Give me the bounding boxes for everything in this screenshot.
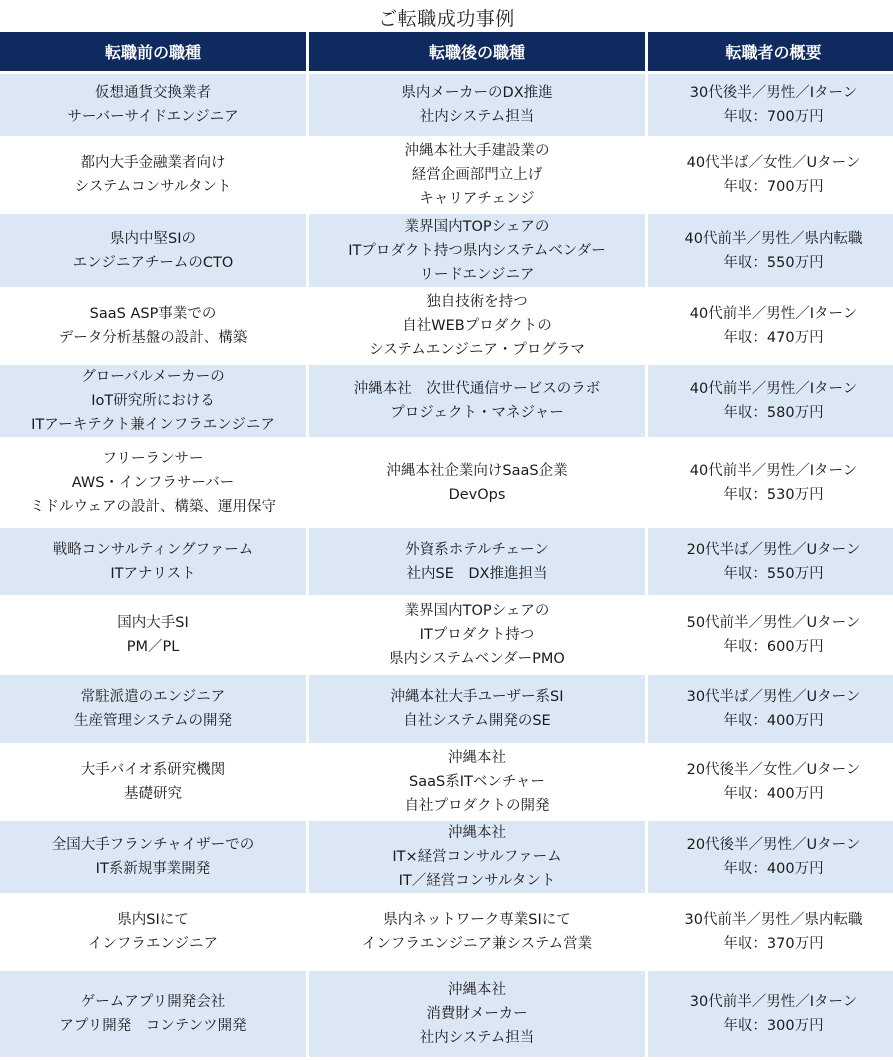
before-job-cell xyxy=(0,675,306,743)
cell-line: 大手バイオ系研究機関 xyxy=(80,762,226,778)
before-job-cell xyxy=(0,290,306,362)
table-row xyxy=(0,971,893,1057)
header-after-job: 転職後の職種 xyxy=(309,32,645,71)
cell-line: 基礎研究 xyxy=(124,786,182,802)
cell-line: 業界国内TOPシェアの xyxy=(404,603,550,619)
cell-line: 年収：530万円 xyxy=(723,486,824,503)
cell-line: 20代後半／男性／Uターン xyxy=(686,837,861,853)
cell-line: IT×経営コンサルファーム xyxy=(392,849,562,865)
cell-line: 自社WEBプロダクトの xyxy=(402,318,552,334)
cell-line: エンジニアチームのCTO xyxy=(72,254,234,271)
profile-cell xyxy=(648,365,893,437)
table-row xyxy=(0,896,893,968)
profile-cell xyxy=(648,528,893,595)
cell-line: 年収：550万円 xyxy=(723,254,824,271)
profile-cell xyxy=(648,971,893,1057)
table-row xyxy=(0,675,893,743)
cell-line: 沖縄本社 xyxy=(448,750,506,766)
cell-line: 全国大手フランチャイザーでの xyxy=(51,837,255,853)
cell-line: 30代前半／男性／県内転職 xyxy=(684,912,863,928)
before-job-cell xyxy=(0,528,306,595)
cell-line: プロジェクト・マネジャー xyxy=(390,405,564,421)
cell-line: システムコンサルタント xyxy=(74,179,232,195)
cell-line: ITアナリスト xyxy=(110,565,196,582)
profile-cell xyxy=(648,214,893,287)
before-job-cell xyxy=(0,971,306,1057)
cell-line: 沖縄本社大手ユーザー系SI xyxy=(390,689,564,705)
header-profile: 転職者の概要 xyxy=(648,32,893,71)
cell-line: インフラエンジニア兼システム営業 xyxy=(361,936,593,952)
profile-cell xyxy=(648,746,893,818)
after-job-cell xyxy=(309,290,645,362)
cell-line: 30代後半／男性／Iターン xyxy=(689,85,858,101)
after-job-cell xyxy=(309,74,645,136)
cell-line: 沖縄本社 xyxy=(448,825,506,841)
after-job-cell xyxy=(309,139,645,211)
cell-line: 沖縄本社 xyxy=(448,982,506,998)
cell-line: SaaS系ITベンチャー xyxy=(409,774,545,790)
cell-line: 年収：700万円 xyxy=(723,179,824,195)
cell-line: 年収：400万円 xyxy=(723,861,824,877)
cell-line: 県内SIにて xyxy=(117,912,189,928)
cell-line: IoT研究所における xyxy=(91,393,215,409)
cell-line: 社内システム担当 xyxy=(419,109,535,125)
cell-line: サーバーサイドエンジニア xyxy=(67,109,239,125)
cell-line: 年収：400万円 xyxy=(723,713,824,729)
before-job-cell xyxy=(0,139,306,211)
cell-line: 経営企画部門立上げ xyxy=(411,167,543,183)
cell-line: インフラエンジニア xyxy=(87,936,219,952)
cell-line: 仮想通貨交換業者 xyxy=(95,85,211,101)
cell-line: 年収：600万円 xyxy=(723,639,824,655)
cell-line: 20代半ば／男性／Uターン xyxy=(686,541,861,558)
cell-line: アプリ開発 コンテンツ開発 xyxy=(59,1018,247,1034)
cell-line: 独自技術を持つ xyxy=(426,294,528,310)
cell-line: 自社プロダクトの開発 xyxy=(404,798,550,814)
cell-line: 常駐派遣のエンジニア xyxy=(80,689,226,705)
cell-line: 年収：700万円 xyxy=(723,109,824,125)
after-job-cell xyxy=(309,528,645,595)
after-job-cell xyxy=(309,598,645,672)
cell-line: 生産管理システムの開発 xyxy=(73,713,233,729)
cell-line: 40代半ば／女性／Uターン xyxy=(686,155,861,171)
after-job-cell xyxy=(309,365,645,437)
cell-line: 40代前半／男性／県内転職 xyxy=(684,230,863,247)
cell-line: 県内ネットワーク専業SIにて xyxy=(383,912,571,928)
table-row xyxy=(0,290,893,362)
table-row xyxy=(0,214,893,287)
cell-line: フリーランサー xyxy=(102,450,204,467)
cell-line: 沖縄本社大手建設業の xyxy=(404,143,550,159)
cell-line: 自社システム開発のSE xyxy=(403,713,551,729)
cell-line: グローバルメーカーの xyxy=(81,369,225,385)
success-cases-table xyxy=(0,29,893,1060)
cell-line: IT／経営コンサルタント xyxy=(398,873,556,889)
cell-line: 県内中堅SIの xyxy=(110,230,196,247)
cell-line: AWS・インフラサーバー xyxy=(71,474,235,491)
table-row xyxy=(0,74,893,136)
profile-cell xyxy=(648,290,893,362)
cell-line: 業界国内TOPシェアの xyxy=(404,218,550,235)
profile-cell xyxy=(648,675,893,743)
cell-line: 30代前半／男性／Iターン xyxy=(689,994,858,1010)
cell-line: 戦略コンサルティングファーム xyxy=(52,541,254,558)
cell-line: 沖縄本社企業向けSaaS企業 xyxy=(386,462,568,479)
cell-line: 沖縄本社 次世代通信サービスのラボ xyxy=(353,381,601,397)
cell-line: キャリアチェンジ xyxy=(419,191,535,207)
after-job-cell xyxy=(309,896,645,968)
before-job-cell xyxy=(0,598,306,672)
profile-cell xyxy=(648,74,893,136)
cell-line: PM／PL xyxy=(126,639,180,655)
profile-cell xyxy=(648,821,893,893)
cell-line: 年収：550万円 xyxy=(723,565,824,582)
after-job-cell xyxy=(309,675,645,743)
cell-line: 年収：470万円 xyxy=(723,330,824,346)
table-header-row xyxy=(0,32,893,71)
cell-line: 年収：400万円 xyxy=(723,786,824,802)
profile-cell xyxy=(648,598,893,672)
cell-line: 年収：370万円 xyxy=(723,936,824,952)
cell-line: 社内システム担当 xyxy=(419,1030,535,1046)
after-job-cell xyxy=(309,821,645,893)
cell-line: ゲームアプリ開発会社 xyxy=(80,994,226,1010)
after-job-cell xyxy=(309,214,645,287)
cell-line: IT系新規事業開発 xyxy=(95,861,211,877)
before-job-cell xyxy=(0,214,306,287)
cell-line: ミドルウェアの設計、構築、運用保守 xyxy=(30,498,276,515)
before-job-cell xyxy=(0,440,306,525)
before-job-cell xyxy=(0,821,306,893)
profile-cell xyxy=(648,896,893,968)
cell-line: 40代前半／男性／Iターン xyxy=(689,462,858,479)
cell-line: DevOps xyxy=(448,486,506,503)
cell-line: 20代後半／女性／Uターン xyxy=(686,762,861,778)
cell-line: 50代前半／男性／Uターン xyxy=(686,615,861,631)
cell-line: 30代半ば／男性／Uターン xyxy=(686,689,861,705)
table-row xyxy=(0,528,893,595)
cell-line: 40代前半／男性／Iターン xyxy=(689,306,858,322)
cell-line: 国内大手SI xyxy=(117,615,189,631)
cell-line: 年収：300万円 xyxy=(723,1018,824,1034)
cell-line: 社内SE DX推進担当 xyxy=(406,565,548,582)
cell-line: 消費財メーカー xyxy=(426,1006,528,1022)
before-job-cell xyxy=(0,896,306,968)
after-job-cell xyxy=(309,440,645,525)
cell-line: 40代前半／男性／Iターン xyxy=(689,381,858,397)
cell-line: リードエンジニア xyxy=(419,266,535,283)
table-body xyxy=(0,74,893,1057)
page-title: ご転職成功事例 xyxy=(378,8,515,30)
cell-line: 都内大手金融業者向け xyxy=(80,155,226,171)
cell-line: システムエンジニア・プログラマ xyxy=(369,342,585,358)
after-job-cell xyxy=(309,971,645,1057)
before-job-cell xyxy=(0,365,306,437)
after-job-cell xyxy=(309,746,645,818)
before-job-cell xyxy=(0,74,306,136)
cell-line: 年収：580万円 xyxy=(723,405,824,421)
table-row xyxy=(0,139,893,211)
cell-line: ITプロダクト持つ県内システムベンダー xyxy=(348,242,606,259)
before-job-cell xyxy=(0,746,306,818)
profile-cell xyxy=(648,440,893,525)
cell-line: ITプロダクト持つ xyxy=(419,627,535,643)
table-row xyxy=(0,365,893,437)
cell-line: 外資系ホテルチェーン xyxy=(405,541,549,558)
cell-line: SaaS ASP事業での xyxy=(89,306,217,322)
table-row xyxy=(0,440,893,525)
cell-line: 県内メーカーのDX推進 xyxy=(401,85,553,101)
cell-line: 県内システムベンダーPMO xyxy=(389,651,565,667)
table-row xyxy=(0,598,893,672)
table-row xyxy=(0,746,893,818)
cell-line: データ分析基盤の設計、構築 xyxy=(58,330,248,346)
cell-line: ITアーキテクト兼インフラエンジニア xyxy=(31,417,275,433)
header-before-job: 転職前の職種 xyxy=(0,32,306,71)
table-row xyxy=(0,821,893,893)
profile-cell xyxy=(648,139,893,211)
